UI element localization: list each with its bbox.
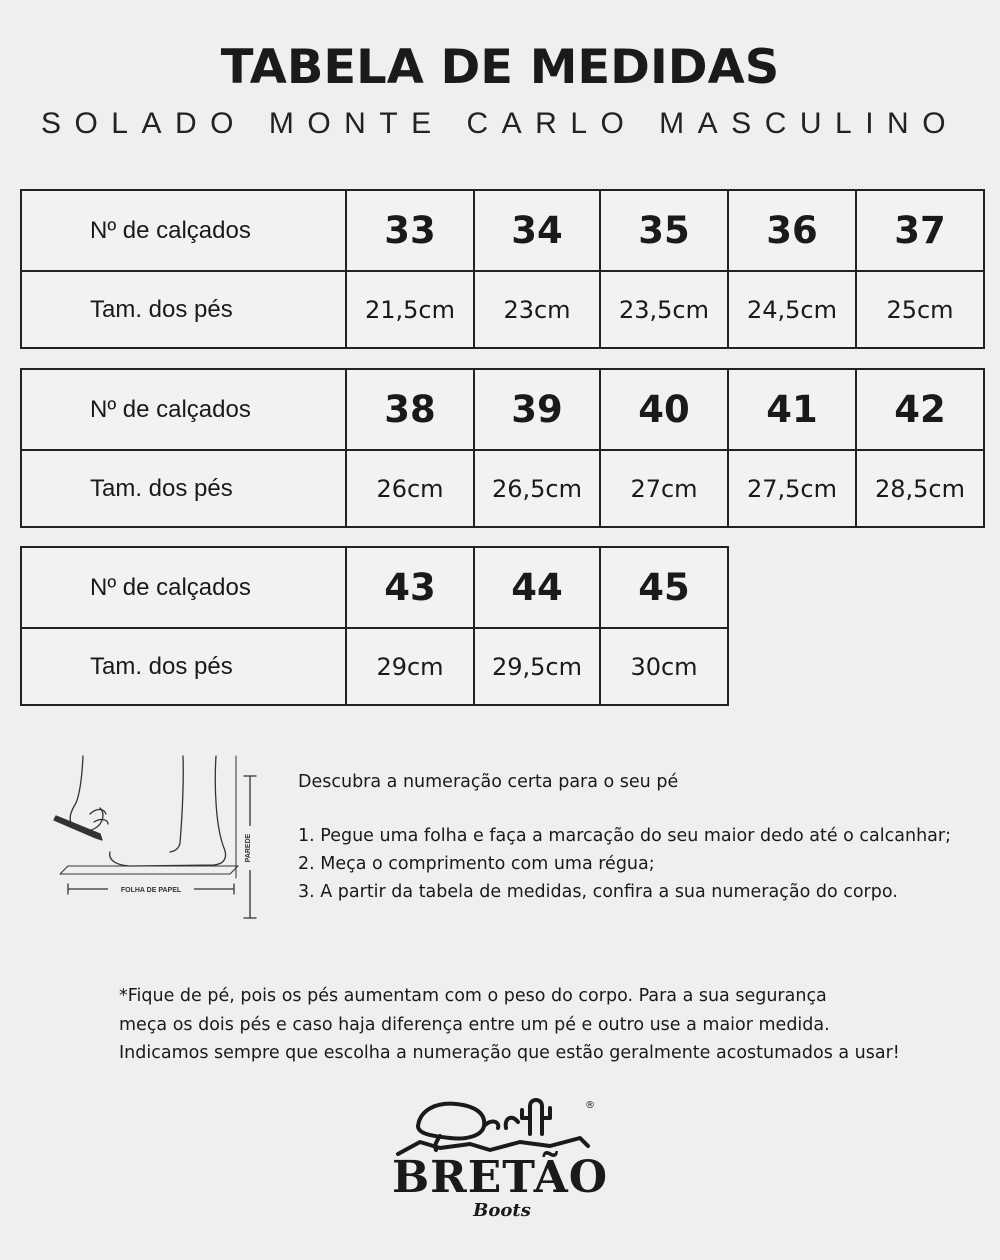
footnote-line: Indicamos sempre que escolha a numeração que estão geralmente acostumados a usar! (119, 1043, 900, 1063)
table-row (21, 271, 984, 348)
table-row (21, 369, 984, 450)
instruction-step: 2. Meça o comprimento com uma régua; (298, 854, 655, 874)
page-title: TABELA DE MEDIDAS (220, 40, 780, 95)
length-cell: 28,5cm (856, 450, 984, 527)
length-cell: 26cm (346, 450, 474, 527)
registered-mark: ® (585, 1100, 595, 1111)
instruction-step: 3. A partir da tabela de medidas, confira a sua numeração do corpo. (298, 882, 898, 902)
page-subtitle: SOLADO MONTE CARLO MASCULINO (40, 107, 960, 140)
length-cell: 24,5cm (728, 271, 856, 348)
length-cell: 25cm (856, 271, 984, 348)
length-cell: 21,5cm (346, 271, 474, 348)
length-row-label: Tam. dos pés (21, 628, 346, 705)
length-cell: 30cm (600, 628, 728, 705)
brand-name: BRETÃO (391, 1152, 609, 1203)
foot-outline (110, 756, 226, 866)
length-row-label: Tam. dos pés (21, 271, 346, 348)
brand-tagline: Boots (473, 1200, 531, 1221)
footnote-line: meça os dois pés e caso haja diferença entre um pé e outro use a maior medida. (119, 1014, 830, 1035)
footnote-line: *Fique de pé, pois os pés aumentam com o peso do corpo. Para a sua segurança (119, 986, 827, 1006)
bretao-logo (380, 1088, 620, 1228)
instructions (298, 768, 951, 906)
size-cell: 37 (856, 190, 984, 271)
size-cell: 39 (474, 369, 600, 450)
length-cell: 23cm (474, 271, 600, 348)
hat-icon (418, 1104, 484, 1139)
paper-label: FOLHA DE PAPEL (120, 887, 182, 894)
cactus-icon (522, 1100, 550, 1134)
table-row (21, 190, 984, 271)
length-cell: 29cm (346, 628, 474, 705)
table-row (21, 547, 728, 628)
size-row-label: Nº de calçados (21, 190, 346, 271)
length-row-label: Tam. dos pés (21, 450, 346, 527)
length-cell: 27,5cm (728, 450, 856, 527)
size-cell: 34 (474, 190, 600, 271)
size-cell: 36 (728, 190, 856, 271)
length-cell: 23,5cm (600, 271, 728, 348)
length-cell: 27cm (600, 450, 728, 527)
size-cell: 41 (728, 369, 856, 450)
length-cell: 29,5cm (474, 628, 600, 705)
size-table-3 (20, 546, 729, 706)
table-row (21, 628, 728, 705)
size-table-2 (20, 368, 985, 528)
size-cell: 33 (346, 190, 474, 271)
size-row-label: Nº de calçados (21, 547, 346, 628)
table-row (21, 450, 984, 527)
size-cell: 43 (346, 547, 474, 628)
size-table-1 (20, 189, 985, 349)
size-cell: 35 (600, 190, 728, 271)
size-cell: 42 (856, 369, 984, 450)
paper-sheet (60, 866, 238, 874)
wall-label: PAREDE (245, 833, 252, 863)
size-cell: 38 (346, 369, 474, 450)
foot-measure-illustration (38, 748, 278, 928)
footnote (119, 982, 900, 1068)
size-cell: 40 (600, 369, 728, 450)
size-cell: 45 (600, 547, 728, 628)
length-cell: 26,5cm (474, 450, 600, 527)
size-cell: 44 (474, 547, 600, 628)
leg-outline (170, 756, 183, 852)
instructions-intro: Descubra a numeração certa para o seu pé (298, 772, 679, 792)
size-row-label: Nº de calçados (21, 369, 346, 450)
instruction-step: 1. Pegue uma folha e faça a marcação do seu maior dedo até o calcanhar; (298, 826, 951, 846)
